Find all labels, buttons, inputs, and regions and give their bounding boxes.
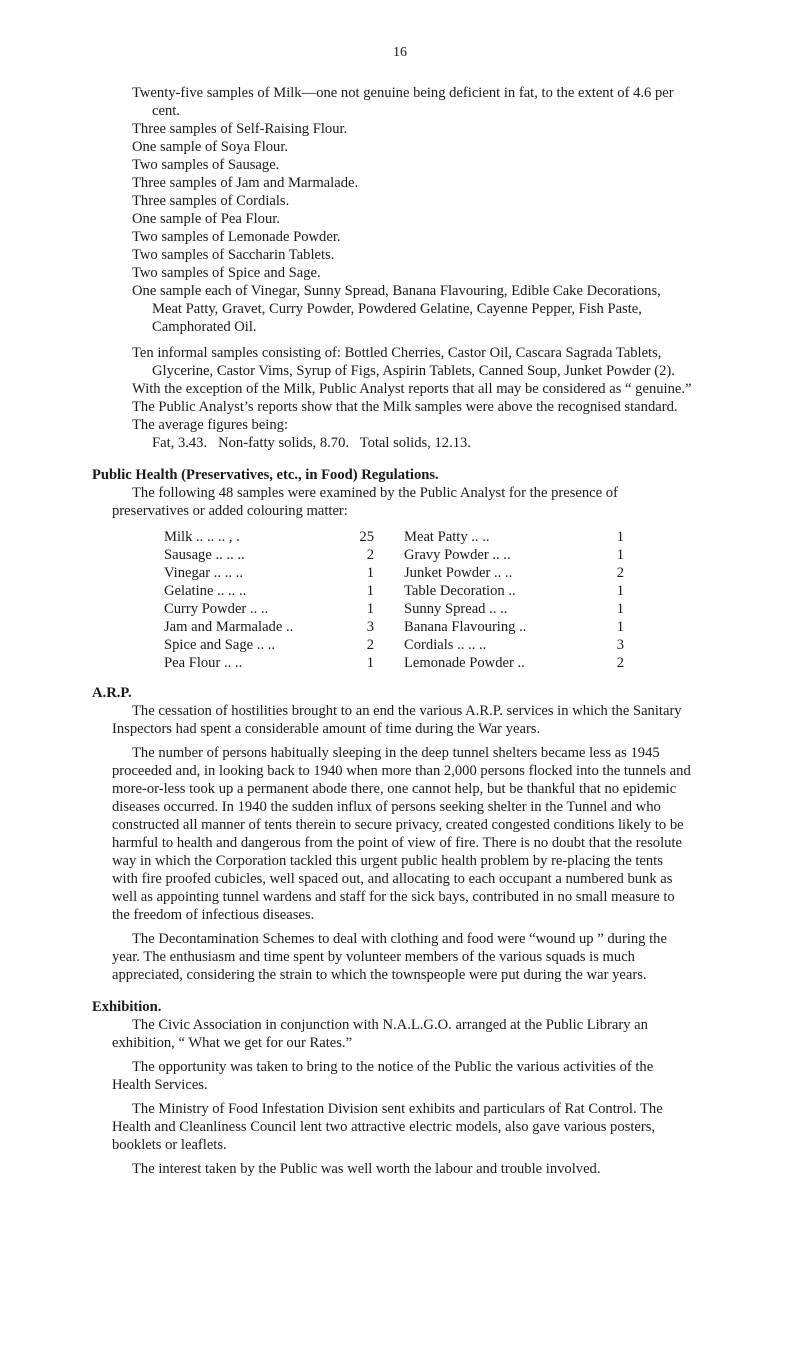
sample-name: Cordials .. .. .. <box>404 637 487 653</box>
sample-name: Lemonade Powder .. <box>404 655 525 671</box>
sample-count: 1 <box>366 655 374 671</box>
table-row <box>164 636 634 654</box>
arp-heading: A.R.P. <box>92 685 132 701</box>
exhibition-heading: Exhibition. <box>92 999 162 1015</box>
sample-count: 1 <box>616 601 624 617</box>
sample-item: Twenty-five samples of Milk—one not genuine being deficient in fat, to the extent of 4.6 per cent. <box>132 85 674 119</box>
sample-item: One sample of Pea Flour. <box>132 211 280 227</box>
sample-count: 1 <box>616 529 624 545</box>
exhibition-paragraph: The Ministry of Food Infestation Division sent exhibits and particulars of Rat Control. The Health and Cleanliness Council lent two attractive electric models, also gave various posters, booklets or leaflets. <box>112 1101 663 1153</box>
page-body <box>92 84 692 1178</box>
sample-name: Meat Patty .. .. <box>404 529 490 545</box>
sample-count: 25 <box>359 529 374 545</box>
sample-name: Vinegar .. .. .. <box>164 565 243 581</box>
sample-count: 1 <box>366 583 374 599</box>
sample-name: Gravy Powder .. .. <box>404 547 511 563</box>
table-row <box>164 528 634 546</box>
arp-paragraph: The Decontamination Schemes to deal with clothing and food were “wound up ” during the year. The enthusiasm and time spent by volunteer members of the various squads is much appreciated, considering the strain to which the townspeople were put during the war years. <box>112 931 667 983</box>
sample-count: 2 <box>616 655 624 671</box>
sample-count: 1 <box>616 619 624 635</box>
sample-item: Two samples of Lemonade Powder. <box>132 229 341 245</box>
sample-item: Three samples of Jam and Marmalade. <box>132 175 359 191</box>
sample-item: Two samples of Sausage. <box>132 157 280 173</box>
average-figures: Fat, 3.43. Non-fatty solids, 8.70. Total solids, 12.13. <box>152 435 471 451</box>
sample-name: Banana Flavouring .. <box>404 619 527 635</box>
average-label: The average figures being: <box>132 417 288 433</box>
sample-count: 3 <box>616 637 624 653</box>
sample-name: Milk .. .. .. , . <box>164 529 240 545</box>
exhibition-paragraph: The Civic Association in conjunction with N.A.L.G.O. arranged at the Public Library an exhibition, “ What we get for our Rates.” <box>112 1017 648 1051</box>
sample-name: Jam and Marmalade .. <box>164 619 294 635</box>
sample-name: Table Decoration .. <box>404 583 516 599</box>
sample-name: Pea Flour .. .. <box>164 655 243 671</box>
milk-paragraph: The Public Analyst’s reports show that the Milk samples were above the recognised standard. <box>132 399 678 415</box>
sample-count: 1 <box>366 601 374 617</box>
table-row <box>164 618 634 636</box>
exception-paragraph: With the exception of the Milk, Public Analyst reports that all may be considered as “ genuine.” <box>132 381 692 397</box>
table-row <box>164 654 634 672</box>
informal-samples: Ten informal samples consisting of: Bottled Cherries, Castor Oil, Cascara Sagrada Tablets, Glycerine, Castor Vims, Syrup of Figs, Aspirin Tablets, Canned Soup, Junket Powder (2). <box>132 345 675 379</box>
sample-item: One sample each of Vinegar, Sunny Spread, Banana Flavouring, Edible Cake Decorations, Meat Patty, Gravet, Curry Powder, Powdered Gelatine, Cayenne Pepper, Fish Paste, Camphorated Oil. <box>132 283 661 335</box>
preservatives-table <box>164 528 634 672</box>
sample-item: Three samples of Cordials. <box>132 193 290 209</box>
sample-count: 1 <box>616 547 624 563</box>
preservatives-heading: Public Health (Preservatives, etc., in Food) Regulations. <box>92 467 439 483</box>
table-row <box>164 600 634 618</box>
table-row <box>164 564 634 582</box>
exhibition-paragraph: The opportunity was taken to bring to the notice of the Public the various activities of the Health Services. <box>112 1059 654 1093</box>
exhibition-paragraph: The interest taken by the Public was well worth the labour and trouble involved. <box>132 1161 601 1177</box>
sample-item: Three samples of Self-Raising Flour. <box>132 121 348 137</box>
sample-count: 2 <box>616 565 624 581</box>
arp-paragraph: The number of persons habitually sleeping in the deep tunnel shelters became less as 1945 proceeded and, in looking back to 1940 when more than 2,000 persons flocked into the tunnels and more-or-less took up a permanent abode there, one cannot help, but be thankful that no epidemic diseases occurred. In 1940 the sudden influx of persons seeking shelter in the Tunnel and who constructed all manner of tents therein to secure privacy, created congested conditions likely to be harmful to health and dangerous from the point of view of fire. There is no doubt that the resolute way in which the Corporation tackled this urgent public health problem by re-placing the tents with fire proofed cubicles, well spaced out, and allocating to each occupant a numbered bunk as well as appointing tunnel wardens and staff for the sick bays, contributed in no small measure to the freedom of infectious diseases. <box>112 745 691 923</box>
arp-paragraph: The cessation of hostilities brought to an end the various A.R.P. services in which the Sanitary Inspectors had spent a considerable amount of time during the War years. <box>112 703 682 737</box>
sample-count: 3 <box>366 619 374 635</box>
sample-item: One sample of Soya Flour. <box>132 139 289 155</box>
sample-item: Two samples of Saccharin Tablets. <box>132 247 335 263</box>
sample-count: 1 <box>616 583 624 599</box>
sample-name: Sausage .. .. .. <box>164 547 245 563</box>
sample-name: Curry Powder .. .. <box>164 601 269 617</box>
table-row <box>164 582 634 600</box>
sample-name: Spice and Sage .. .. <box>164 637 276 653</box>
sample-count: 2 <box>366 637 374 653</box>
sample-item: Two samples of Spice and Sage. <box>132 265 321 281</box>
sample-count: 2 <box>366 547 374 563</box>
sample-name: Junket Powder .. .. <box>404 565 513 581</box>
sample-name: Sunny Spread .. .. <box>404 601 508 617</box>
preservatives-intro: The following 48 samples were examined by the Public Analyst for the presence of preservatives or added colouring matter: <box>112 485 618 519</box>
page-number: 16 <box>393 45 407 60</box>
sample-name: Gelatine .. .. .. <box>164 583 247 599</box>
samples-list <box>132 84 692 336</box>
sample-count: 1 <box>366 565 374 581</box>
table-row <box>164 546 634 564</box>
